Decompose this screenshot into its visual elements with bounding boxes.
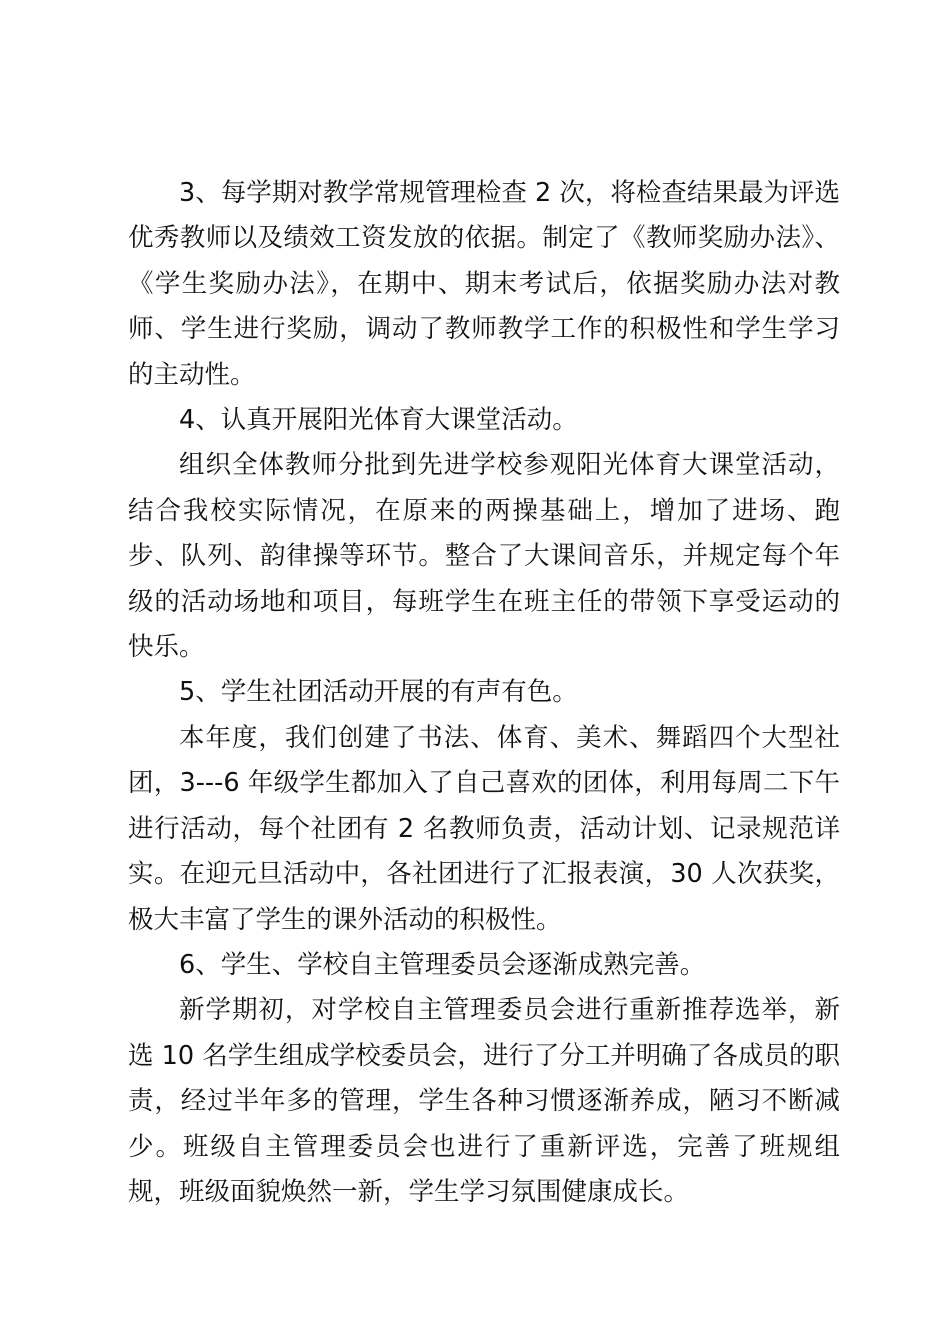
paragraph-body-6: 新学期初，对学校自主管理委员会进行重新推荐选举，新选 10 名学生组成学校委员会，进行了分工并明确了各成员的职责，经过半年多的管理，学生各种习惯逐渐养成，陋习不断减少。班级自主管理委员会也进行了重新评选，完善了班规组规，班级面貌焕然一新，学生学习氛围健康成长。: [128, 995, 840, 1207]
paragraph-heading-4: 4、认真开展阳光体育大课堂活动。: [179, 405, 578, 436]
document-body: [128, 171, 840, 1215]
paragraph-heading-6: 6、学生、学校自主管理委员会逐渐成熟完善。: [179, 949, 706, 980]
paragraph-body-5: 本年度，我们创建了书法、体育、美术、舞蹈四个大型社团，3---6 年级学生都加入了自己喜欢的团体，利用每周二下午进行活动，每个社团有 2 名教师负责，活动计划、记录规范详实。在迎元旦活动中，各社团进行了汇报表演，30 人次获奖，极大丰富了学生的课外活动的积极性。: [128, 722, 840, 935]
paragraph-heading-5: 5、学生社团活动开展的有声有色。: [179, 677, 578, 708]
paragraph-item-3: 3、每学期对教学常规管理检查 2 次，将检查结果最为评选优秀教师以及绩效工资发放的依据。制定了《教师奖励办法》、《学生奖励办法》，在期中、期末考试后，依据奖励办法对教师、学生进行奖励，调动了教师教学工作的积极性和学生学习的主动性。: [128, 178, 840, 390]
paragraph-body-4: 组织全体教师分批到先进学校参观阳光体育大课堂活动，结合我校实际情况，在原来的两操基础上，增加了进场、跑步、队列、韵律操等环节。整合了大课间音乐，并规定每个年级的活动场地和项目，每班学生在班主任的带领下享受运动的快乐。: [128, 450, 840, 663]
